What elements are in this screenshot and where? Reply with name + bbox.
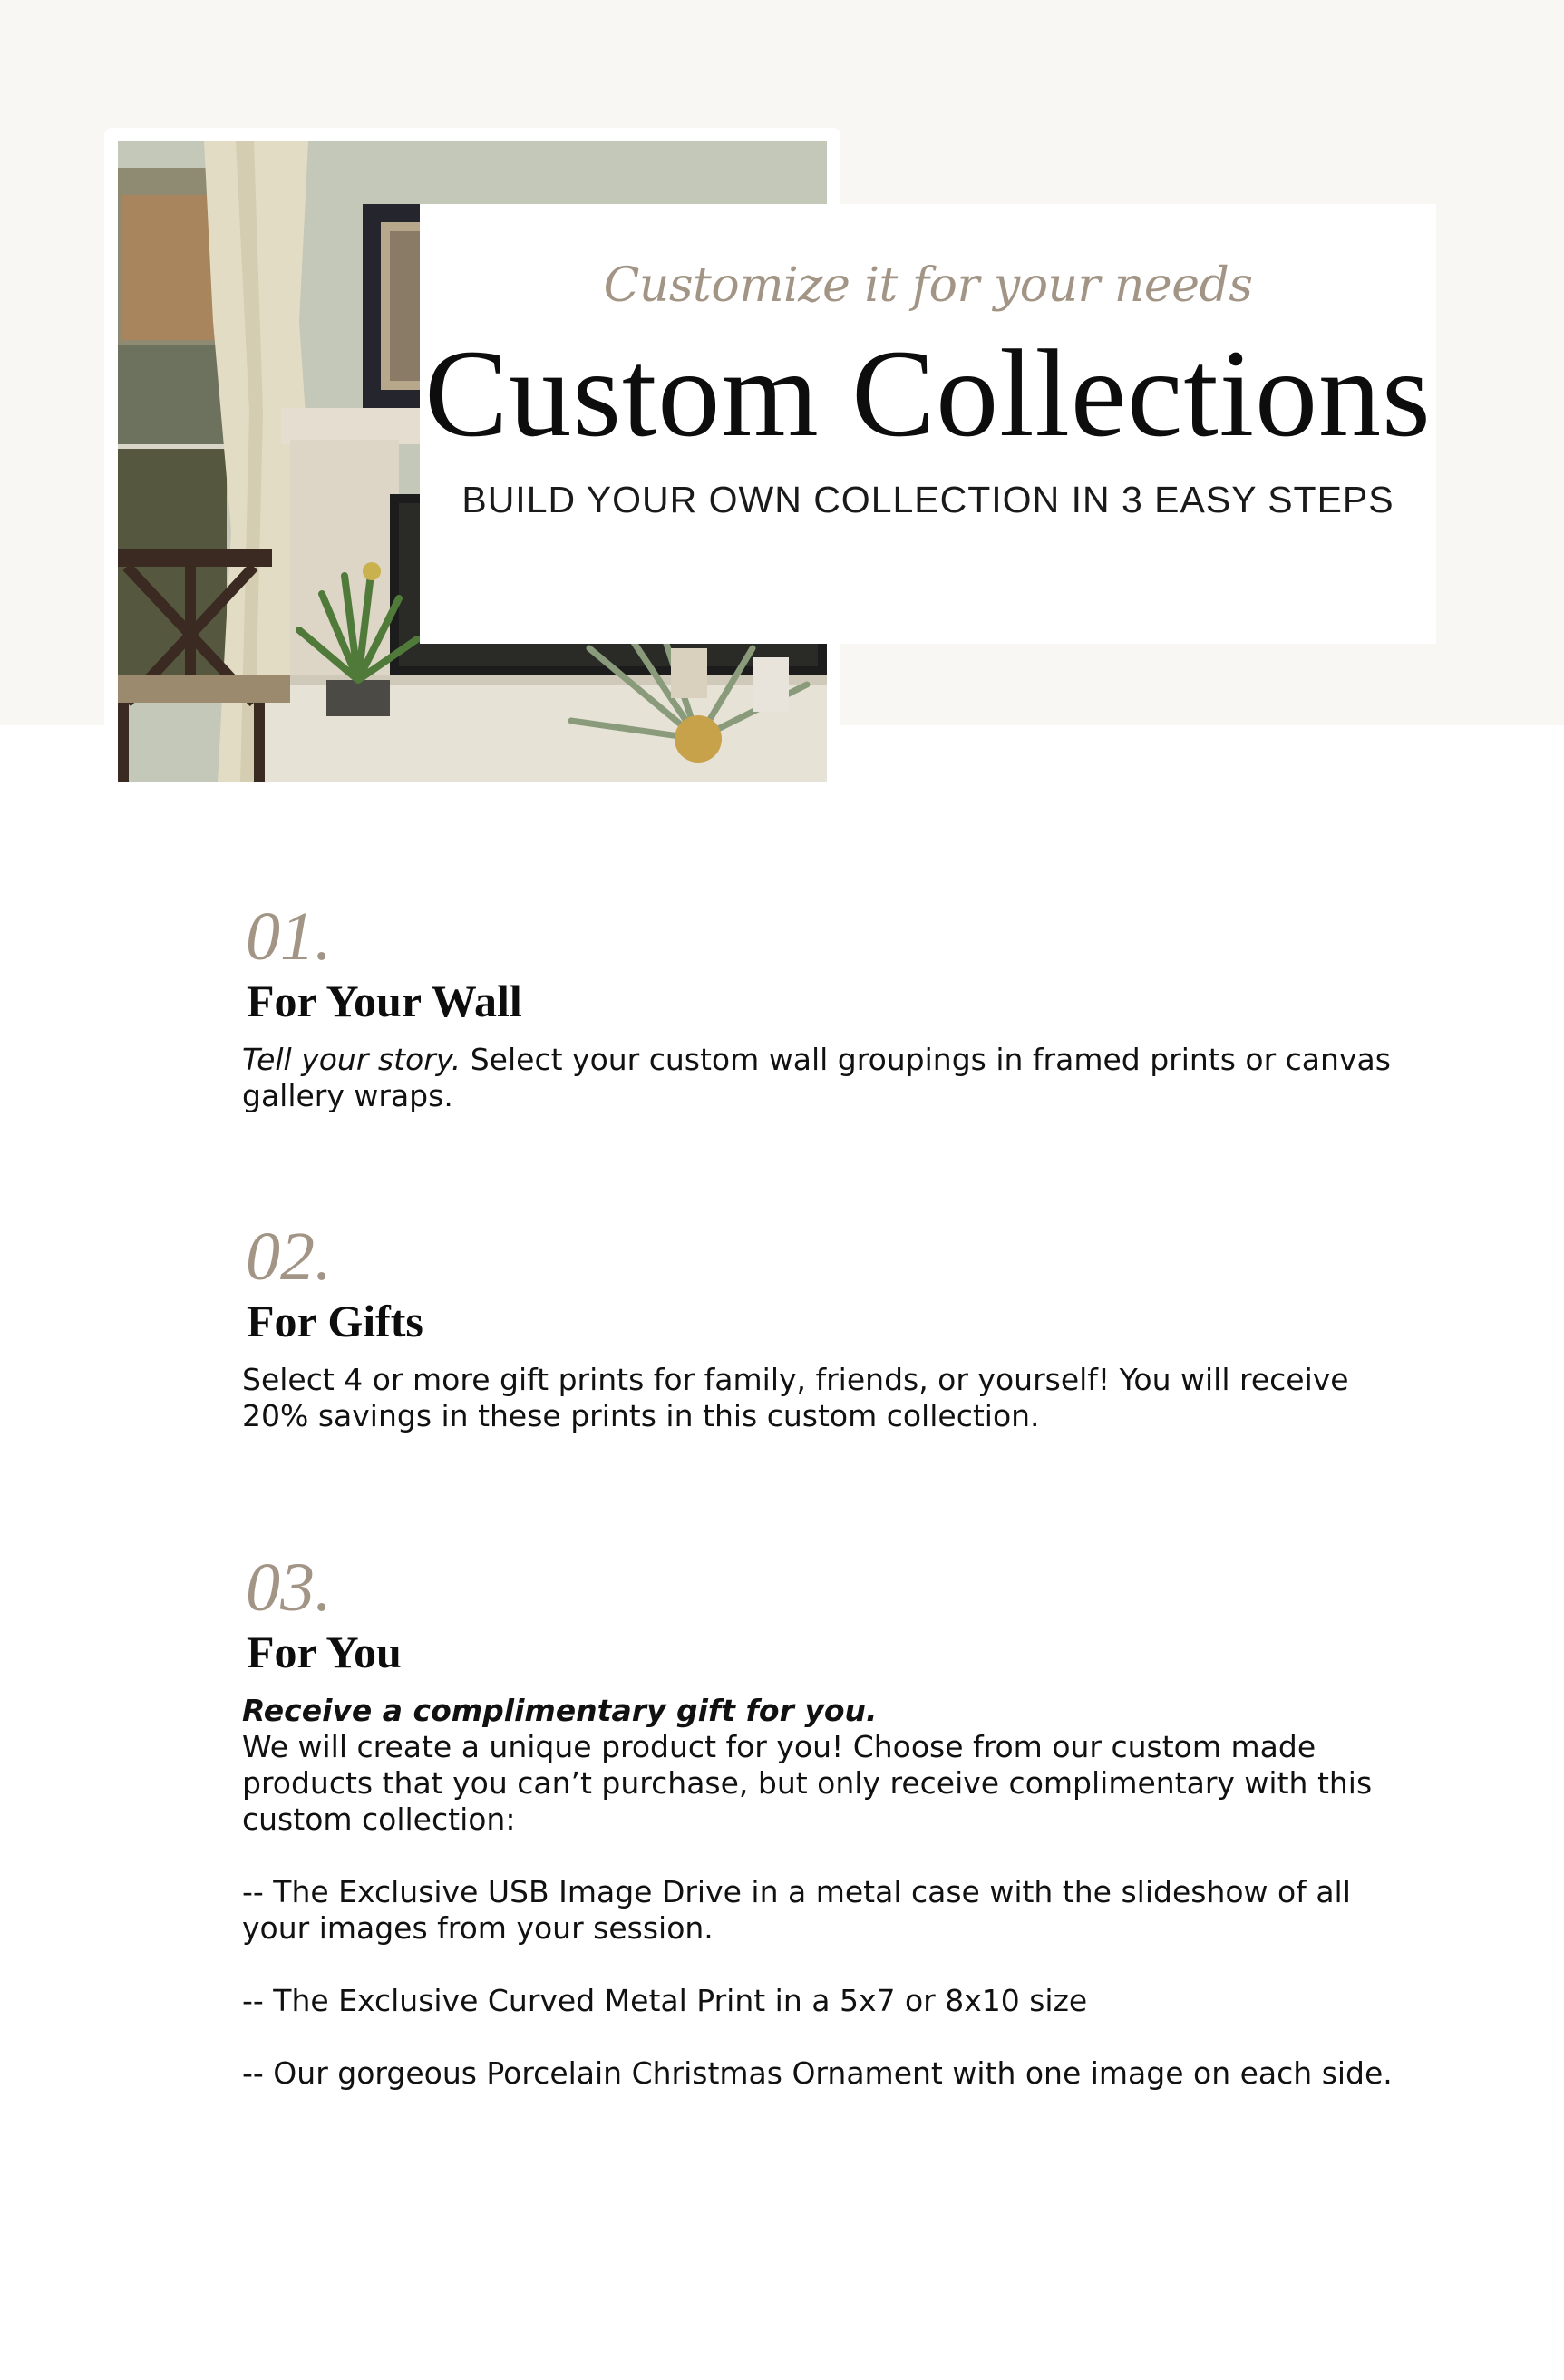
list-item: -- Our gorgeous Porcelain Christmas Ornament with one image on each side.	[242, 2055, 1393, 2091]
step-heading: For Gifts	[247, 1296, 423, 1346]
title-card	[420, 204, 1436, 644]
step-description	[242, 1042, 1412, 1114]
list-item: -- The Exclusive Curved Metal Print in a 5x7 or 8x10 size	[242, 1983, 1088, 2018]
step-number: 02.	[246, 1219, 332, 1295]
step-2	[242, 1219, 1412, 1434]
step-lead: Receive a complimentary gift for you.	[242, 1693, 878, 1728]
step-description	[242, 1362, 1412, 1434]
list-item: -- The Exclusive USB Image Drive in a metal case with the slideshow of all your images from your session.	[242, 1874, 1351, 1946]
step-heading: For You	[247, 1627, 402, 1677]
step-intro: We will create a unique product for you! Choose from our custom made products that you can’t purchase, but only receive complimentary with this custom collection:	[242, 1729, 1373, 1837]
step-1	[242, 899, 1412, 1114]
step-text: Select 4 or more gift prints for family, friends, or yourself! You will receive 20% savings in these prints in this custom collection.	[242, 1362, 1349, 1433]
page-subtitle: BUILD YOUR OWN COLLECTION IN 3 EASY STEPS	[461, 479, 1394, 520]
step-3	[242, 1549, 1412, 2092]
step-heading: For Your Wall	[247, 976, 522, 1026]
tagline: Customize it for your needs	[603, 258, 1253, 313]
step-text: Select your custom wall groupings in framed prints or canvas gallery wraps.	[242, 1042, 1391, 1113]
step-lead: Tell your story.	[242, 1042, 461, 1077]
step-number: 03.	[246, 1549, 332, 1626]
step-description	[242, 1693, 1412, 2092]
step-number: 01.	[246, 899, 332, 975]
page-title: Custom Collections	[424, 324, 1432, 462]
